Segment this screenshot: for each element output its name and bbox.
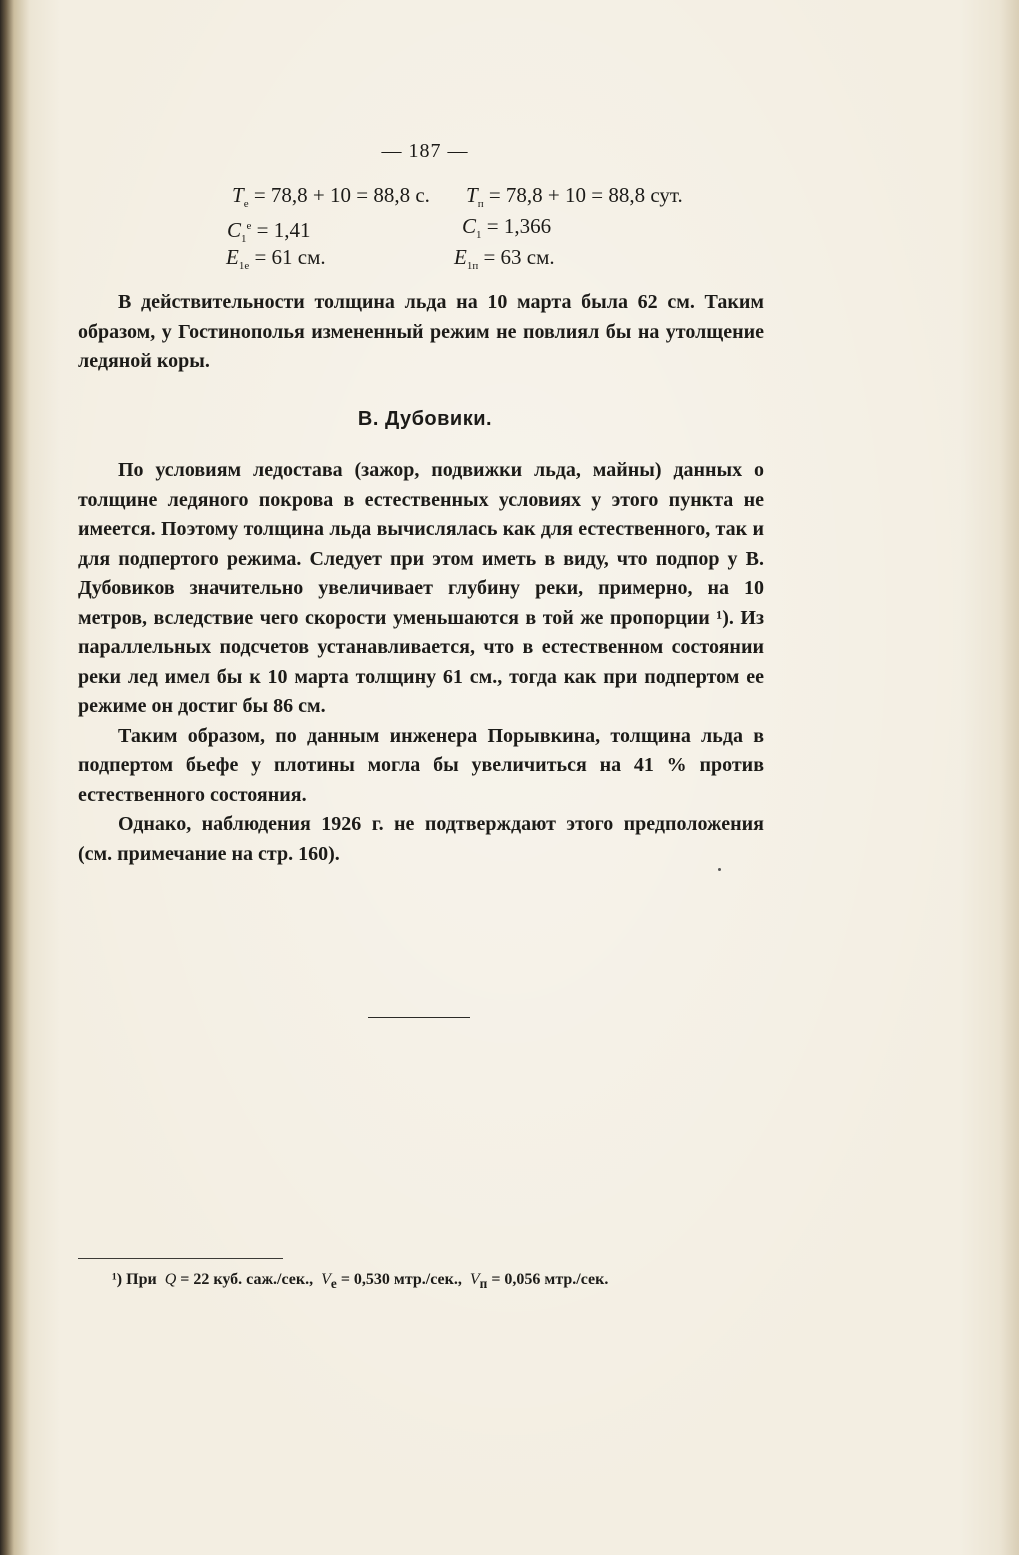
paragraph-text: Однако, наблюдения 1926 г. не подтверждают этого предположения (см. примечание на стр. 160). (78, 813, 764, 865)
formula-block (0, 180, 1019, 280)
formula-expression: = 78,8 + 10 = 88,8 с. (253, 183, 430, 207)
paragraph-gostinopolye (78, 288, 764, 377)
formula-subscript: 1 (476, 229, 482, 242)
footnote-expression: = 22 куб. саж./сек., (180, 1271, 314, 1288)
footnote-rule (78, 1258, 283, 1259)
formula-subscript: 1е (238, 260, 250, 273)
section-divider (368, 1017, 470, 1018)
formula-superscript: е (246, 220, 252, 232)
footnote-symbol: V (469, 1271, 480, 1288)
formula-row-3 (0, 242, 1019, 272)
formula-symbol: C (227, 218, 242, 242)
formula-symbol: C (462, 214, 477, 238)
formula-subscript: 1 (241, 233, 247, 246)
formula-symbol: T (232, 183, 244, 207)
formula-e1n (454, 242, 555, 281)
formula-expression: = 1,366 (486, 214, 552, 238)
paragraph-text: По условиям ледостава (зажор, подвижки льда, майны) данных о толщине ледяного покрова в естественных условиях у этого пункта не имеется. Поэтому толщина льда вычислялась как для естественного, так и для подпертого режима. Следует при этом иметь в виду, что подпор у В. Дубовиков значительно увеличивает глубину реки, примерно, на 10 метров, вследствие чего скорости уменьшаются в той же пропорции ¹). Из параллельных подсчетов устанавливается, что в естественном состоянии реки лед имел бы к 10 марта толщину 61 см., тогда как при подпертом ее режиме он достиг бы 86 см. (78, 459, 764, 717)
formula-symbol: T (466, 183, 478, 207)
formula-subscript: п (477, 198, 484, 211)
footnote-expression: = 0,530 мтр./сек., (340, 1271, 462, 1288)
formula-expression: = 63 см. (483, 245, 555, 269)
paragraph-dubovikі (78, 456, 764, 869)
formula-expression: = 61 см. (254, 245, 326, 269)
footnote-expression: = 0,056 мтр./сек. (491, 1271, 609, 1288)
footnote-marker: ¹) При (112, 1271, 157, 1288)
formula-expression: = 1,41 (256, 218, 311, 242)
formula-symbol: E (454, 245, 467, 269)
formula-expression: = 78,8 + 10 = 88,8 сут. (488, 183, 683, 207)
formula-subscript: е (243, 198, 249, 211)
ink-speck (718, 868, 721, 871)
formula-subscript: 1п (466, 260, 479, 273)
paragraph-text: Таким образом, по данным инженера Порывкина, толщина льда в подпертом бьефе у плотины могла бы увеличиться на 41 % против естественного состояния. (78, 724, 764, 806)
footnote-symbol: V (321, 1271, 331, 1288)
formula-e1e (226, 242, 326, 281)
paragraph-text: В действительности толщина льда на 10 марта была 62 см. Таким образом, у Гостинополья измененный режим не повлиял бы на утолщение ледяной коры. (78, 291, 764, 372)
formula-row-1 (0, 180, 1019, 210)
footnote-subscript: п (479, 1276, 488, 1292)
footnote-symbol: Q (164, 1271, 177, 1288)
formula-row-2 (0, 211, 1019, 246)
footnote-subscript: е (330, 1276, 337, 1292)
footnote (112, 1271, 772, 1292)
formula-symbol: E (226, 245, 239, 269)
page-number: — 187 — (381, 140, 469, 162)
section-heading: В. Дубовики. (357, 408, 493, 430)
